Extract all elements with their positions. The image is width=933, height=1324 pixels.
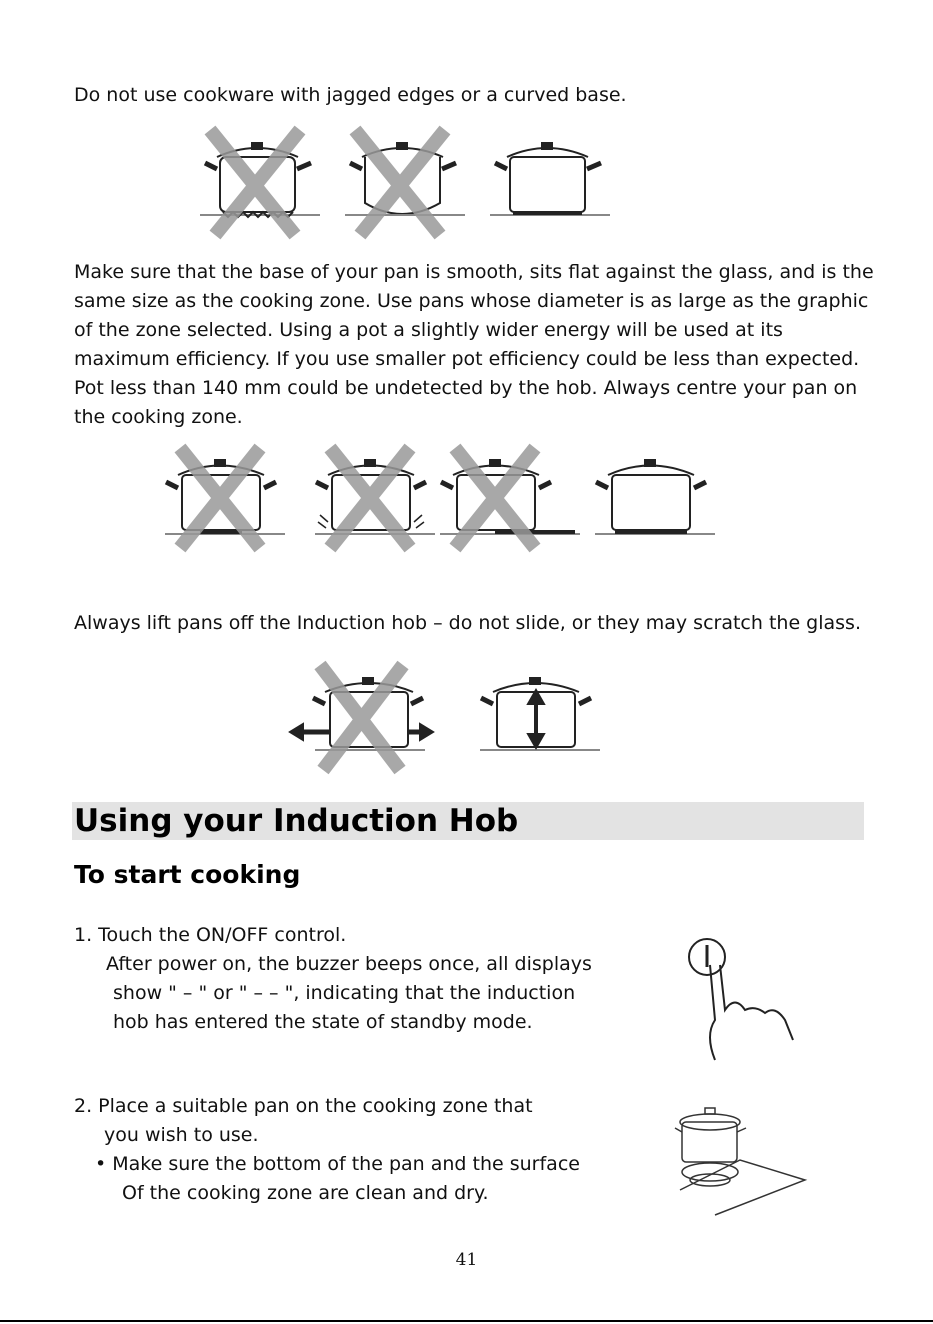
step-1-text-line: hob has entered the state of standby mode.: [113, 1011, 533, 1033]
pan-correct-flat-base-icon: [490, 143, 610, 215]
pan-sliding-icon: [290, 665, 433, 770]
pan-size-illustration: [160, 440, 720, 555]
step-1-text-line: After power on, the buzzer beeps once, all displays: [106, 953, 592, 975]
section-title: Using your Induction Hob: [74, 803, 519, 839]
subsection-title: To start cooking: [74, 860, 301, 889]
step-2-heading: 2. Place a suitable pan on the cooking zone that: [74, 1095, 533, 1117]
pan-too-small-icon: [165, 448, 285, 548]
cookware-base-illustration: [195, 125, 615, 240]
pan-correct-centred-icon: [595, 460, 715, 534]
pan-lifting-icon: [480, 678, 600, 750]
step-2-text-line: Of the cooking zone are clean and dry.: [122, 1182, 489, 1204]
pan-vibrating-icon: [315, 448, 435, 548]
step-1-heading: 1. Touch the ON/OFF control.: [74, 924, 347, 946]
flat-base-paragraph: Make sure that the base of your pan is smooth, sits flat against the glass, and is the same size as the cooking zone. Use pans whose diameter is as large as the graphic of the zone selected. Using a pot a slightly wider energy will be used at its maximum efficiency. If you use smaller pot efficiency could be less than expected. Pot less than 140 mm could be undetected by the hob. Always centre your pan on the cooking zone.: [74, 261, 874, 428]
page-number: 41: [455, 1250, 478, 1270]
intro-text: Do not use cookware with jagged edges or a curved base.: [74, 84, 627, 106]
pan-off-centre-icon: [440, 448, 580, 548]
finger-touch-power-icon: [675, 925, 805, 1065]
lift-pan-illustration: [285, 660, 615, 775]
pan-jagged-edges-icon: [200, 130, 320, 235]
step-2-text-line: you wish to use.: [104, 1124, 259, 1146]
lift-paragraph: Always lift pans off the Induction hob – do not slide, or they may scratch the glass.: [74, 612, 861, 634]
pan-on-hob-icon: [670, 1100, 810, 1220]
pan-curved-base-icon: [345, 130, 465, 235]
step-1-text-line: show " – " or " – – ", indicating that the induction: [113, 982, 576, 1004]
bottom-rule: [0, 1320, 933, 1322]
step-2-bullet: • Make sure the bottom of the pan and the surface: [95, 1153, 580, 1175]
